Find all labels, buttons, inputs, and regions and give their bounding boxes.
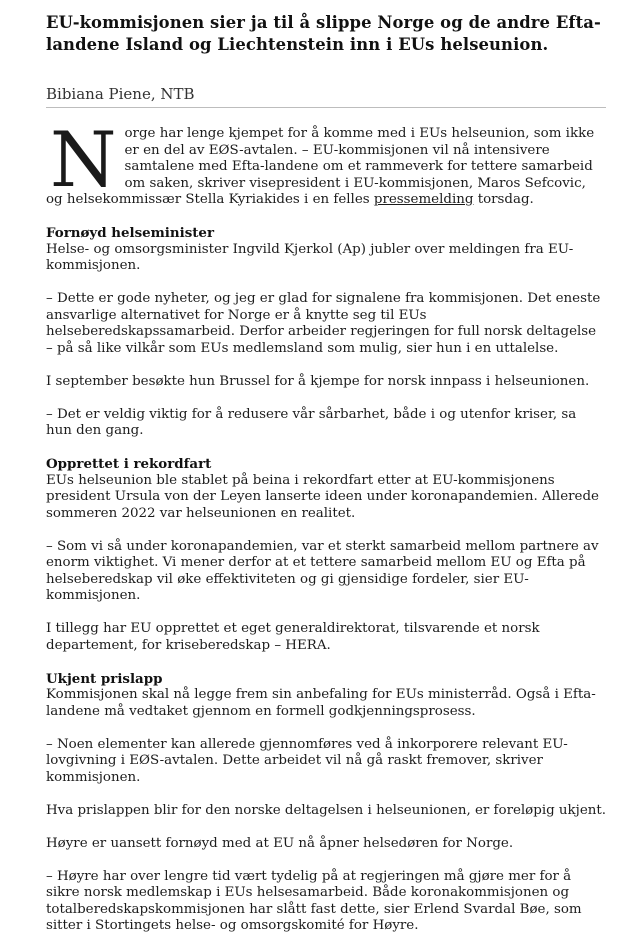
paragraph: – Som vi så under koronapandemien, var et sterkt samarbeid mellom partnere av enorm viktighet. Vi mener derfor at et tettere samarbeid mellom EU og Efta på helseberedskap vil øke effektiviteten og gi gjensidige fordeler, sier EU-kommisjonen. [46, 538, 599, 603]
article-body [46, 115, 607, 935]
section-heading: Opprettet i rekordfart [46, 456, 212, 472]
section-heading: Ukjent prislapp [46, 670, 163, 687]
dropcap: N [50, 115, 117, 204]
paragraph: Helse- og omsorgsminister Ingvild Kjerkol (Ap) jubler over meldingen fra EU-kommisjonen. [46, 241, 574, 273]
intro-text: orge har lenge kjempet for å komme med i EUs helseunion, som ikke er en del av EØS-avtalen. – EU-kommisjonen vil nå intensivere samtalene med Efta-landene om et rammeverk for tettere samarbeid om saken, skriver visepresident i EU-kommisjonen, Maros Sefcovic, og helsekommissær Stella Kyriakides i en felles [46, 126, 595, 207]
section-heading: Fornøyd helseminister [46, 225, 215, 241]
byline: Bibiana Piene, NTB [46, 84, 606, 108]
paragraph: – Dette er gode nyheter, og jeg er glad for signalene fra kommisjonen. Det eneste ansvarlige alternativet for Norge er å knytte seg til EUs helseberedskapssamarbeid. Derfor arbeider regjeringen for full norsk deltagelse – på så like vilkår som EUs medlemsland som mulig, sier hun i en uttalelse. [46, 291, 601, 356]
paragraph: I september besøkte hun Brussel for å kjempe for norsk innpass i helseunionen. [46, 373, 590, 389]
intro-paragraph [46, 115, 606, 209]
paragraph: EUs helseunion ble stablet på beina i rekordfart etter at EU-kommisjonens president Ursula von der Leyen lanserte ideen under koronapandemien. Allerede sommeren 2022 var helseunionen en realitet. [46, 472, 599, 521]
paragraph: I tillegg har EU opprettet et eget generaldirektorat, tilsvarende et norsk departement, for kriseberedskap – HERA. [46, 621, 540, 653]
article-lead: EU-kommisjonen sier ja til å slippe Norge og de andre Efta-landene Island og Liechtenstein inn i EUs helseunion. [46, 13, 601, 54]
paragraph: Høyre er uansett fornøyd med at EU nå åpner helsedøren for Norge. [46, 835, 514, 851]
paragraph: Hva prislappen blir for den norske deltagelsen i helseunionen, er foreløpig ukjent. [46, 802, 607, 818]
intro-text-end: torsdag. [473, 192, 534, 207]
press-release-link[interactable]: pressemelding [373, 192, 474, 207]
paragraph: – Noen elementer kan allerede gjennomføres ved å inkorporere relevant EU-lovgivning i EØS-avtalen. Dette arbeidet vil nå gå raskt fremover, skriver kommisjonen. [46, 736, 568, 785]
paragraph: Kommisjonen skal nå legge frem sin anbefaling for EUs ministerråd. Også i Efta-landene må vedtaket gjennom en formell godkjenningsprosess. [46, 687, 596, 719]
paragraph: – Høyre har over lengre tid vært tydelig på at regjeringen må gjøre mer for å sikre norsk medlemskap i EUs helsesamarbeid. Både koronakommisjonen og totalberedskapskommisjonen har slått fast dette, sier Erlend Svardal Bøe, som sitter i Stortingets helse- og omsorgskomité for Høyre. [46, 868, 582, 933]
paragraph: – Det er veldig viktig for å redusere vår sårbarhet, både i og utenfor kriser, sa hun den gang. [46, 406, 577, 438]
